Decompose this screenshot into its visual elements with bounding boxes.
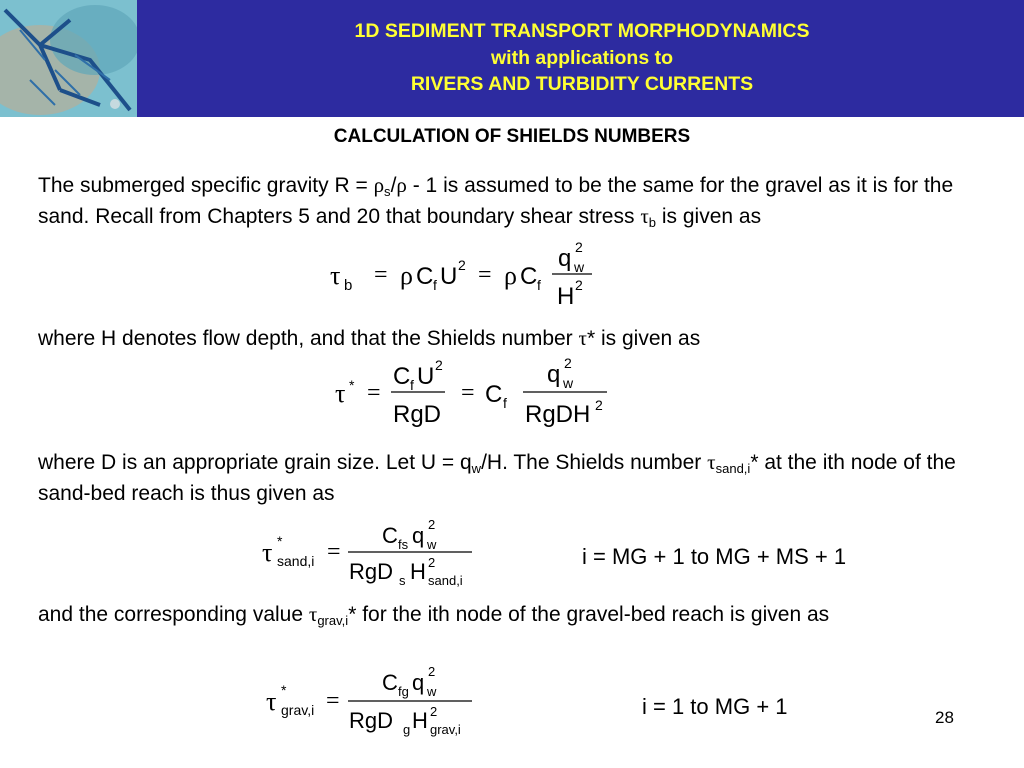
p3-sub-w: w (471, 460, 482, 476)
eq6-range: i = 1 to MG + 1 (642, 694, 788, 719)
eq3-tau: τ (262, 538, 273, 567)
p3-text-b: /H. The Shields number (481, 451, 708, 474)
eq3-H-exp-2: 2 (428, 555, 436, 570)
title-line-1: 1D SEDIMENT TRANSPORT MORPHODYNAMICS (354, 20, 810, 42)
tau-symbol: τ (578, 326, 587, 350)
paragraph-shields-number (38, 323, 988, 354)
eq1-sub-w: w (574, 259, 585, 275)
eq1-q: q (558, 245, 572, 272)
eq1-rho-2: ρ (504, 261, 517, 290)
eq2-tau: τ (335, 379, 346, 408)
eq5-sub-w: w (427, 684, 437, 699)
p3-sub-sand: sand,i (715, 460, 751, 476)
eq2-C: C (393, 363, 411, 390)
page-number: 28 (935, 708, 954, 727)
p1-sub-s: s (384, 183, 391, 199)
eq1-tau: τ (330, 261, 341, 290)
equation-shields-number (335, 352, 635, 432)
p2-text-b: * is given as (586, 327, 701, 350)
paragraph-specific-gravity (38, 170, 988, 232)
p3-text-a: where D is an appropriate grain size. Let U = q (38, 451, 472, 474)
eq3-sub-w: w (427, 537, 437, 552)
eq5-tau: τ (266, 687, 277, 716)
eq5-C: C (382, 670, 398, 695)
eq1-C: C (416, 263, 434, 290)
eq3-sub-fs: fs (398, 537, 409, 552)
eq2-H-exp-2: 2 (595, 397, 603, 413)
eq1-sub-b: b (344, 277, 353, 294)
eq1-C-2: C (520, 263, 538, 290)
eq1-sub-f: f (433, 277, 437, 293)
p1-slash: / (390, 174, 397, 197)
title-line-2: with applications to (490, 46, 673, 69)
tau-symbol: τ (308, 602, 318, 626)
eq1-H-exp-2: 2 (575, 277, 583, 293)
eq2-sub-f: f (410, 377, 414, 393)
paragraph-gravel-bed (38, 599, 988, 630)
eq2-RgD: RgD (393, 401, 442, 428)
eq3-q: q (412, 523, 425, 548)
eq5-equals: = (326, 688, 340, 714)
eq2-U: U (417, 363, 435, 390)
p1-text-b: - 1 is assumed to be the same for the gravel as it is for the sand. Recall from Chapters 5 and 20 that boundary shear stress (38, 174, 954, 228)
slide-title (140, 18, 1024, 98)
eq3-equals: = (327, 539, 341, 565)
eq2-RgDH: RgDH (525, 401, 591, 428)
p1-sub-b: b (648, 214, 657, 230)
eq1-exp-2: 2 (458, 257, 466, 273)
eq5-q: q (412, 670, 425, 695)
eq5-H: H (412, 708, 428, 733)
p4-sub-grav: grav,i (317, 612, 349, 628)
eq1-sub-f-2: f (537, 277, 541, 293)
p1-text-c: is given as (656, 205, 762, 228)
p4-text-a: and the corresponding value (38, 603, 309, 626)
eq2-exp-2: 2 (435, 357, 443, 373)
eq3-RgD: RgD (349, 559, 394, 584)
header-band (0, 0, 1024, 117)
eq5-sub-fg: fg (398, 684, 409, 699)
equation-bed-shear-stress (330, 232, 630, 312)
paragraph-sand-bed (38, 447, 988, 509)
tau-symbol: τ (640, 204, 649, 228)
eq1-U: U (440, 263, 458, 290)
equation-gravel-node-range (642, 690, 842, 726)
eq5-star: * (281, 682, 287, 698)
eq5-H-exp-2: 2 (430, 704, 438, 719)
eq2-equals-2: = (461, 380, 475, 406)
eq5-RgD: RgD (349, 708, 394, 733)
eq1-equals: = (374, 262, 388, 288)
eq2-sub-w: w (563, 375, 574, 391)
eq3-C: C (382, 523, 398, 548)
section-heading: CALCULATION OF SHIELDS NUMBERS (333, 126, 691, 147)
title-line-3: RIVERS AND TURBIDITY CURRENTS (410, 73, 754, 95)
eq2-sub-f-2: f (503, 395, 507, 411)
eq3-H: H (410, 559, 426, 584)
equation-sand-shields-number (262, 513, 502, 598)
eq1-q-exp-2: 2 (575, 239, 583, 255)
eq2-q-exp-2: 2 (564, 355, 572, 371)
eq1-H: H (557, 283, 575, 310)
eq2-equals: = (367, 380, 381, 406)
equation-sand-node-range (582, 540, 902, 576)
eq5-sub-grav-i-2: grav,i (430, 722, 461, 737)
eq2-C-2: C (485, 381, 503, 408)
p3-text-c: * at the ith node of the sand-bed reach is thus given as (38, 451, 956, 505)
eq4-range: i = MG + 1 to MG + MS + 1 (582, 544, 847, 569)
eq2-q: q (547, 361, 561, 388)
eq1-rho: ρ (400, 261, 413, 290)
eq3-sub-s: s (399, 573, 406, 588)
eq3-sub-sand-i: sand,i (277, 553, 315, 569)
eq2-star: * (349, 377, 355, 393)
p1-text-a: The submerged specific gravity R = (38, 174, 374, 197)
p4-text-b: * for the ith node of the gravel-bed reach is given as (348, 603, 830, 626)
equation-gravel-shields-number (266, 662, 506, 747)
river-delta-logo-icon (0, 0, 137, 117)
eq5-sub-grav-i: grav,i (281, 702, 315, 718)
eq3-q-exp-2: 2 (428, 517, 436, 532)
tau-symbol: τ (707, 450, 716, 474)
eq3-star: * (277, 533, 283, 549)
eq5-q-exp-2: 2 (428, 664, 436, 679)
p2-text-a: where H denotes flow depth, and that the Shields number (38, 327, 579, 350)
eq5-sub-g: g (403, 722, 411, 737)
rho-symbol: ρ (396, 173, 407, 197)
rho-symbol: ρ (373, 173, 385, 197)
eq3-sub-sand-i-2: sand,i (428, 573, 463, 588)
eq1-equals-2: = (478, 262, 492, 288)
